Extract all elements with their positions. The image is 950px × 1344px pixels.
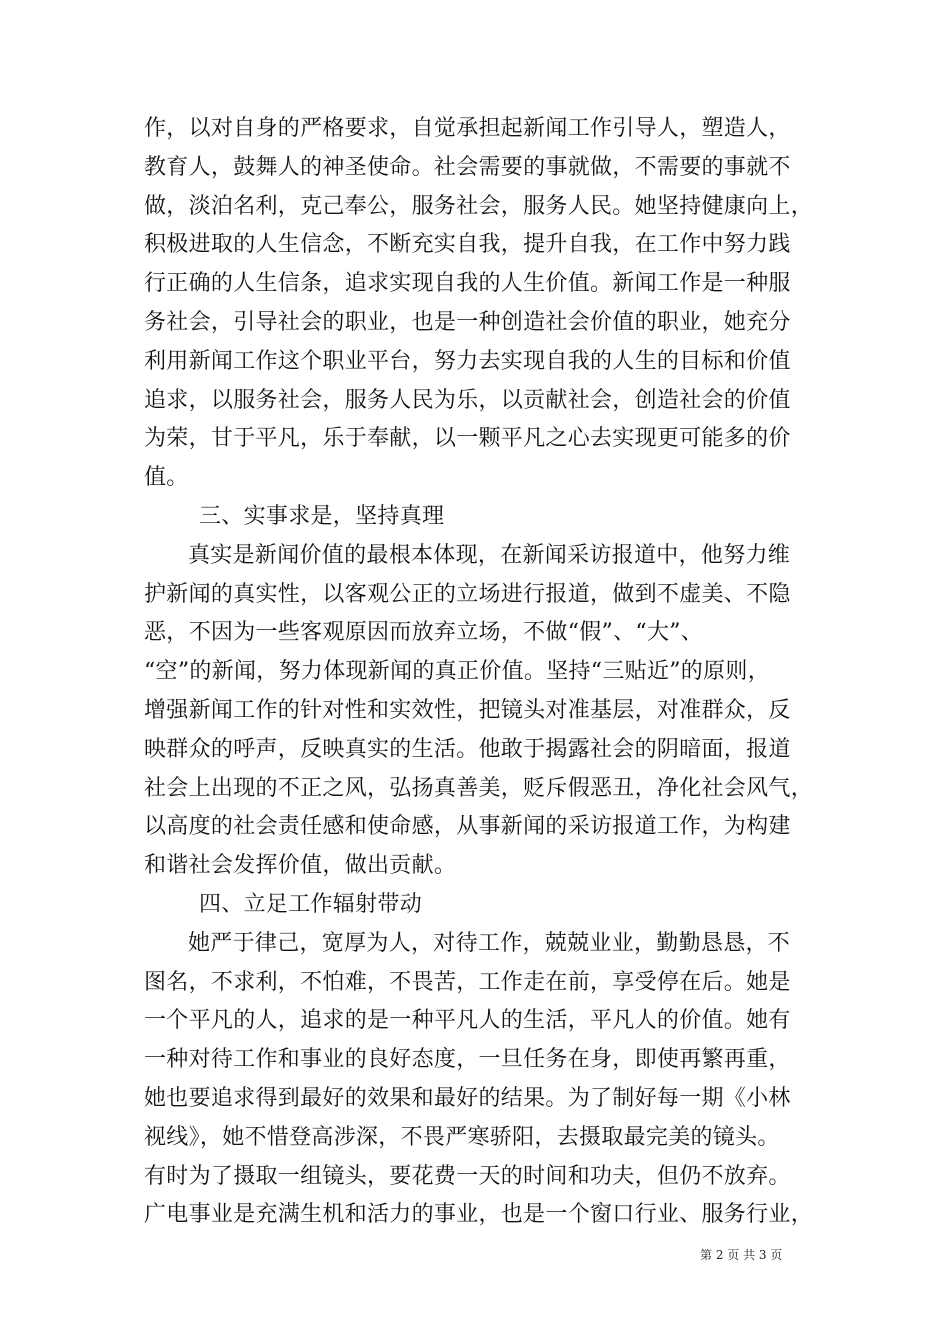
text-line: 追求，以服务社会，服务人民为乐，以贡献社会，创造社会的价值	[144, 387, 791, 413]
text-line: 视线》，她不惜登高涉深，不畏严寒骄阳，去摄取最完美的镜头。	[144, 1124, 780, 1150]
text-line: 映群众的呼声，反映真实的生活。他敢于揭露社会的阴暗面，报道	[144, 736, 791, 762]
text-line: 一个平凡的人，追求的是一种平凡人的生活，平凡人的价值。她有	[144, 1008, 791, 1034]
text-line: 增强新闻工作的针对性和实效性，把镜头对准基层，对准群众，反	[144, 697, 791, 723]
text-line: 行正确的人生信条，追求实现自我的人生价值。新闻工作是一种服	[144, 271, 791, 297]
text-line: 社会上出现的不正之风，弘扬真善美，贬斥假恶丑，净化社会风气，	[144, 775, 814, 801]
text-line: 广电事业是充满生机和活力的事业，也是一个窗口行业、服务行业，	[144, 1202, 814, 1228]
page-number-footer: 第 2 页 共 3 页	[700, 1248, 783, 1262]
text-line: 为荣，甘于平凡，乐于奉献，以一颗平凡之心去实现更可能多的价	[144, 426, 791, 452]
text-line: 和谐社会发挥价值，做出贡献。	[144, 853, 457, 879]
text-line: 做，淡泊名利，克己奉公，服务社会，服务人民。她坚持健康向上，	[144, 193, 814, 219]
text-line: 一种对待工作和事业的良好态度，一旦任务在身，即使再繁再重，	[144, 1047, 791, 1073]
text-line: 图名，不求利，不怕难，不畏苦，工作走在前，享受停在后。她是	[144, 969, 791, 995]
section-heading: 三、实事求是，坚持真理	[199, 503, 445, 529]
text-line: 她也要追求得到最好的效果和最好的结果。为了制好每一期《小林	[144, 1085, 791, 1111]
text-line: 作，以对自身的严格要求，自觉承担起新闻工作引导人，塑造人，	[144, 116, 791, 141]
text-line: 护新闻的真实性，以客观公正的立场进行报道，做到不虚美、不隐	[144, 581, 791, 607]
text-line: 有时为了摄取一组镜头，要花费一天的时间和功夫，但仍不放弃。	[144, 1163, 791, 1189]
text-line: 教育人，鼓舞人的神圣使命。社会需要的事就做，不需要的事就不	[144, 154, 791, 180]
text-line: 恶，不因为一些客观原因而放弃立场，不做“假”、“大”、	[144, 620, 704, 646]
text-line: “空”的新闻，努力体现新闻的真正价值。坚持“三贴近”的原则，	[144, 659, 770, 685]
section-heading: 四、立足工作辐射带动	[199, 891, 423, 917]
text-line: 利用新闻工作这个职业平台，努力去实现自我的人生的目标和价值	[144, 348, 791, 374]
text-line: 值。	[144, 465, 189, 491]
text-line: 积极进取的人生信念，不断充实自我，提升自我，在工作中努力践	[144, 232, 791, 258]
text-line: 她严于律己，宽厚为人，对待工作，兢兢业业，勤勤恳恳，不	[188, 930, 791, 956]
text-line: 以高度的社会责任感和使命感，从事新闻的采访报道工作，为构建	[144, 814, 791, 840]
text-line: 真实是新闻价值的最根本体现，在新闻采访报道中，他努力维	[188, 542, 791, 568]
document-body	[144, 110, 834, 1235]
text-line: 务社会，引导社会的职业，也是一种创造社会价值的职业，她充分	[144, 309, 791, 335]
